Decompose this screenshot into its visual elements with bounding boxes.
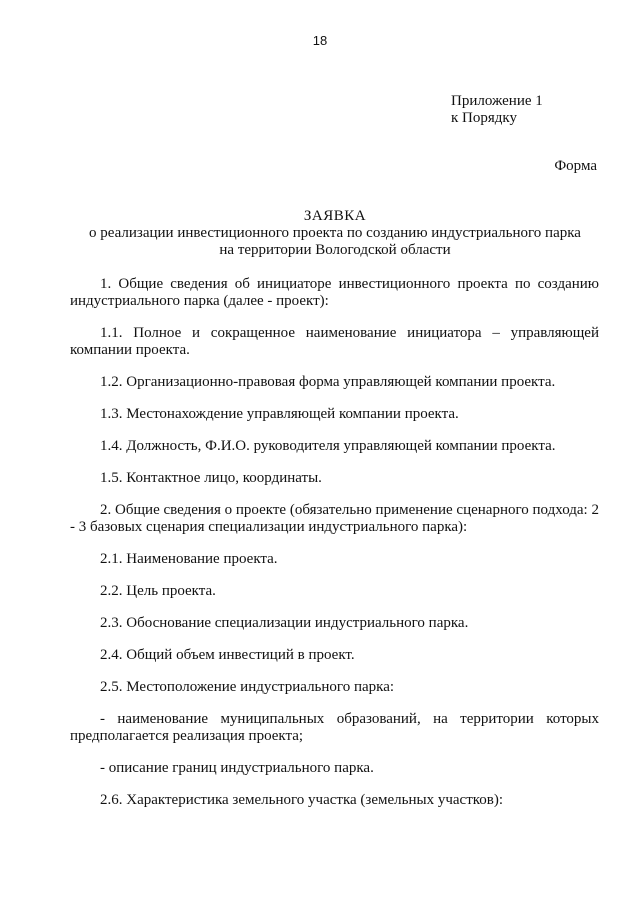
paragraph: - описание границ индустриального парка. bbox=[100, 760, 374, 776]
paragraph: 2.1. Наименование проекта. bbox=[100, 551, 278, 567]
paragraph: 2. Общие сведения о проекте (обязательно применение сценарного подхода: 2 - 3 базовых сценария специализации индустриального парка): bbox=[70, 502, 599, 535]
paragraph: 1.4. Должность, Ф.И.О. руководителя управляющей компании проекта. bbox=[100, 438, 556, 454]
page-number: 18 bbox=[312, 33, 328, 48]
paragraph: 2.3. Обоснование специализации индустриального парка. bbox=[100, 615, 469, 631]
paragraph: 1. Общие сведения об инициаторе инвестиционного проекта по созданию индустриального парка (далее - проект): bbox=[70, 276, 599, 309]
title-word: ЗАЯВКА bbox=[303, 208, 367, 224]
appendix-line-2: к Порядку bbox=[451, 110, 517, 126]
appendix-note bbox=[451, 93, 543, 127]
form-label: Форма bbox=[554, 158, 597, 174]
paragraph: 1.5. Контактное лицо, координаты. bbox=[100, 470, 322, 486]
paragraph: - наименование муниципальных образований, на территории которых предполагается реализация проекта; bbox=[70, 711, 599, 744]
paragraph: 1.1. Полное и сокращенное наименование инициатора – управляющей компании проекта. bbox=[70, 325, 599, 358]
paragraph: 1.2. Организационно-правовая форма управляющей компании проекта. bbox=[100, 374, 556, 390]
paragraph: 1.3. Местонахождение управляющей компании проекта. bbox=[100, 406, 459, 422]
title-line-2: о реализации инвестиционного проекта по созданию индустриального парка bbox=[89, 225, 581, 241]
document-title bbox=[70, 208, 600, 259]
paragraph: 2.5. Местоположение индустриального парка: bbox=[100, 679, 395, 695]
paragraph: 2.2. Цель проекта. bbox=[100, 583, 216, 599]
paragraph: 2.6. Характеристика земельного участка (земельных участков): bbox=[100, 792, 504, 808]
title-line-3: на территории Вологодской области bbox=[219, 242, 451, 258]
appendix-line-1: Приложение 1 bbox=[451, 93, 543, 109]
document-body bbox=[70, 276, 599, 809]
paragraph: 2.4. Общий объем инвестиций в проект. bbox=[100, 647, 355, 663]
